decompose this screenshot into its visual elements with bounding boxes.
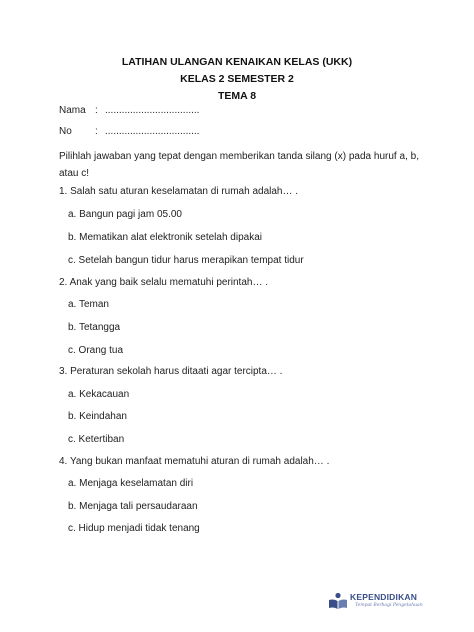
question-3-option-b: b. Keindahan xyxy=(68,411,127,422)
question-4: 4. Yang bukan manfaat mematuhi aturan di rumah adalah… . xyxy=(59,456,330,467)
question-3: 3. Peraturan sekolah harus ditaati agar tercipta… . xyxy=(59,366,283,377)
question-1-option-b: b. Mematikan alat elektronik setelah dipakai xyxy=(68,232,262,243)
question-3-option-c: c. Ketertiban xyxy=(68,434,125,445)
name-blank: .................................. xyxy=(105,105,200,116)
theme-line: TEMA 8 xyxy=(217,90,257,102)
number-field xyxy=(59,126,199,137)
question-1-option-c: c. Setelah bangun tidur harus merapikan tempat tidur xyxy=(68,255,304,266)
worksheet-title: LATIHAN ULANGAN KENAIKAN KELAS (UKK) xyxy=(121,56,353,68)
kependidikan-logo xyxy=(328,591,450,613)
number-separator: : xyxy=(95,126,98,137)
question-2-option-a: a. Teman xyxy=(68,299,109,310)
logo-name: KEPENDIDIKAN xyxy=(350,592,418,602)
question-1-option-a: a. Bangun pagi jam 05.00 xyxy=(68,209,182,220)
question-4-option-b: b. Menjaga tali persaudaraan xyxy=(68,501,198,512)
question-4-option-a: a. Menjaga keselamatan diri xyxy=(68,478,194,489)
question-2-option-b: b. Tetangga xyxy=(68,322,121,333)
name-field xyxy=(59,105,199,116)
question-3-option-a: a. Kekacauan xyxy=(68,389,130,400)
question-2: 2. Anak yang baik selalu mematuhi perintah… . xyxy=(59,277,269,288)
class-line: KELAS 2 SEMESTER 2 xyxy=(180,73,294,85)
book-person-icon xyxy=(328,592,348,615)
question-1: 1. Salah satu aturan keselamatan di rumah adalah… . xyxy=(59,186,299,197)
number-blank: .................................. xyxy=(105,126,200,137)
question-4-option-c: c. Hidup menjadi tidak tenang xyxy=(68,523,200,534)
question-2-option-c: c. Orang tua xyxy=(68,345,124,356)
number-label: No xyxy=(59,126,72,137)
instruction-text: Pilihlah jawaban yang tepat dengan memberikan tanda silang (x) pada huruf a, b, atau c! xyxy=(59,151,419,179)
logo-tagline: Tempat Berbagi Pengetahuan xyxy=(355,603,423,608)
name-separator: : xyxy=(95,105,98,116)
name-label: Nama xyxy=(59,105,86,116)
